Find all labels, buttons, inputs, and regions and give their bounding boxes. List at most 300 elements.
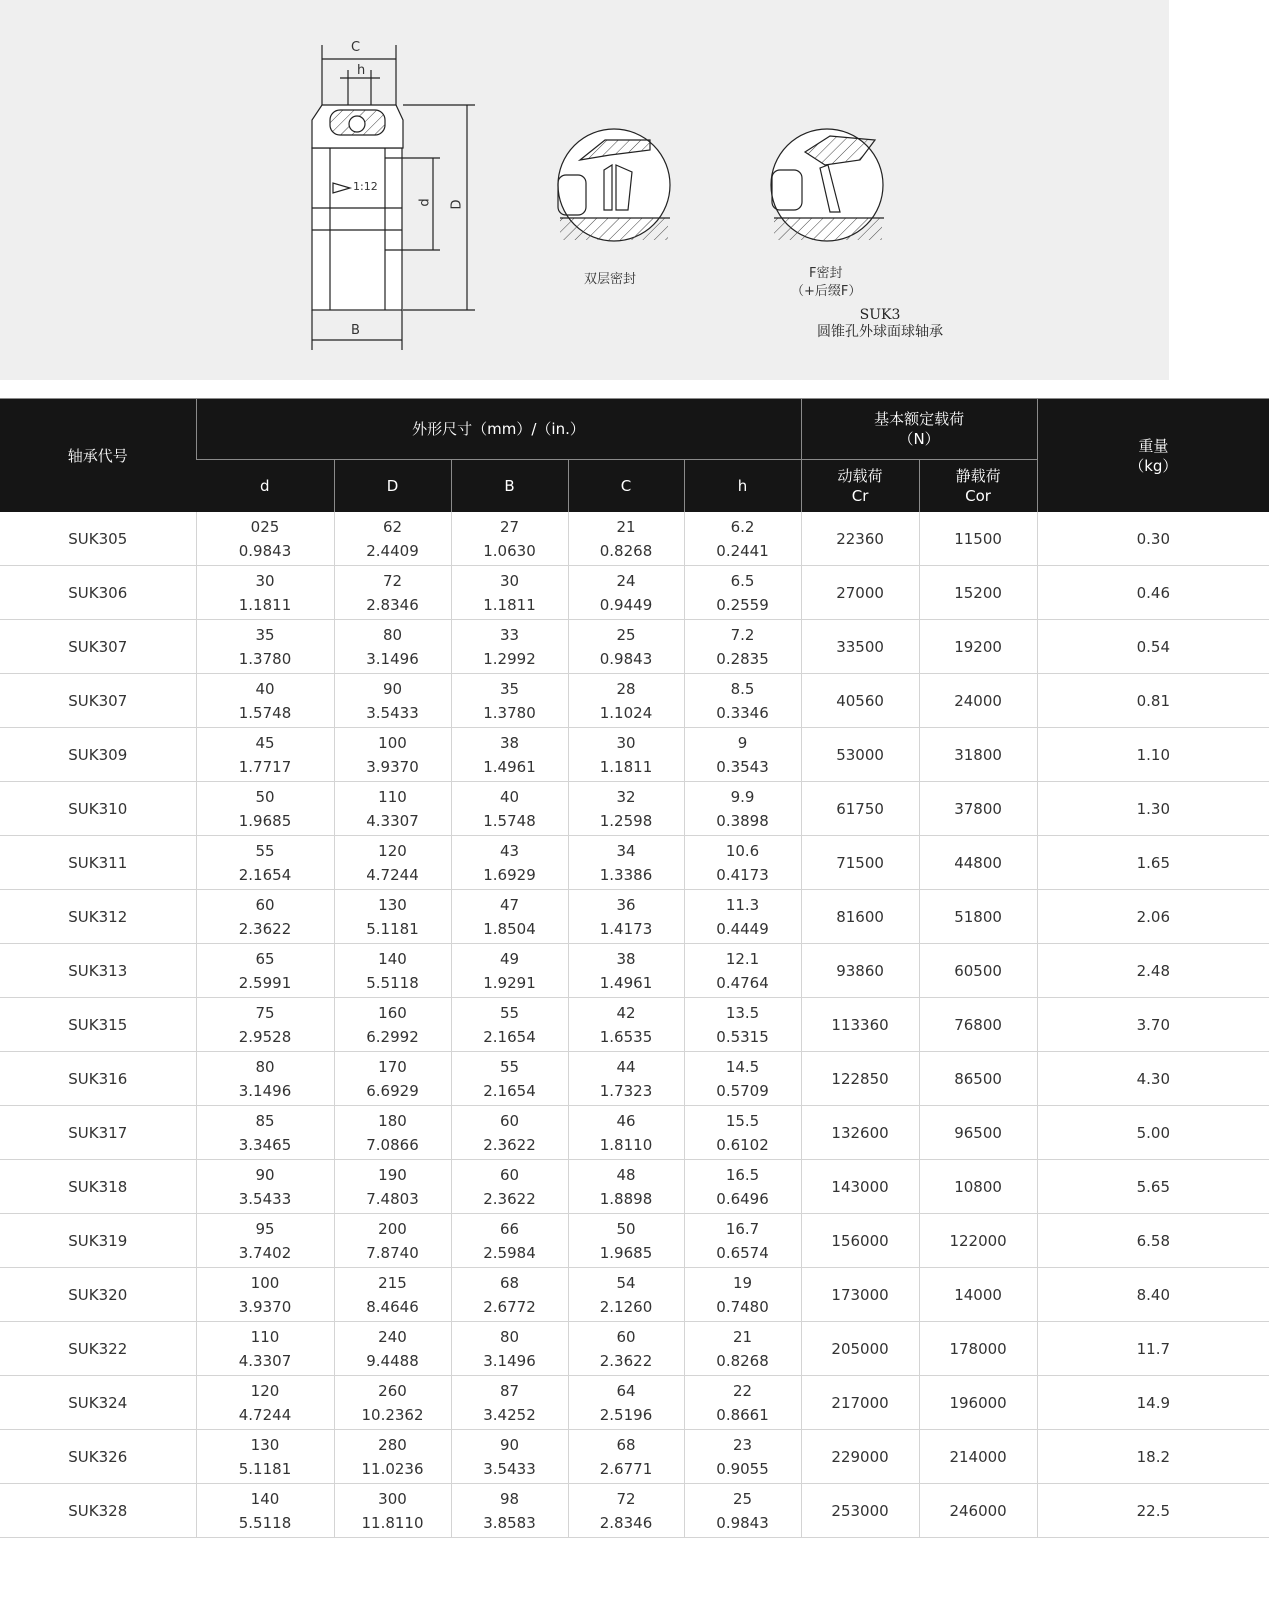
dynamic-load-cell: 132600 [801,1106,919,1160]
value-in: 1.3780 [483,703,536,722]
value-mm: 100 [378,733,407,752]
value-mm: 7.2 [730,625,755,644]
dynamic-load-cell: 53000 [801,728,919,782]
dim-big-d-cell [334,1376,451,1430]
seal-detail-double [558,129,670,241]
dynamic-load-cell: 253000 [801,1484,919,1538]
static-load-cell: 51800 [919,890,1037,944]
dynamic-load-cell: 122850 [801,1052,919,1106]
dynamic-load-cell: 143000 [801,1160,919,1214]
dim-big-c-cell [568,674,684,728]
header-dimensions: 外形尺寸（mm）/（in.） [196,399,801,460]
dim-h-cell [684,512,801,566]
value-in: 1.3780 [238,649,292,668]
spec-table [0,398,1269,1538]
dim-d-cell [196,998,334,1052]
dim-big-b-cell [451,1106,568,1160]
bearing-code-cell: SUK305 [0,512,196,566]
series-code: SUK3 [859,307,901,323]
value-in: 1.1811 [483,595,536,614]
value-mm: 240 [378,1327,407,1346]
value-in: 0.8661 [716,1405,769,1424]
value-in: 0.2835 [716,649,769,668]
bearing-code-cell: SUK315 [0,998,196,1052]
value-mm: 260 [378,1381,407,1400]
dynamic-load-cell: 61750 [801,782,919,836]
table-row [0,1106,1269,1160]
value-in: 1.4173 [599,919,653,938]
table-row [0,782,1269,836]
dim-big-b-cell [451,674,568,728]
dynamic-load-cell: 27000 [801,566,919,620]
dynamic-load-cell: 205000 [801,1322,919,1376]
dynamic-load-cell: 156000 [801,1214,919,1268]
value-in: 2.3622 [483,1189,536,1208]
weight-cell: 22.5 [1037,1484,1269,1538]
value-mm: 19 [732,1273,753,1292]
dim-big-d-cell [334,1214,451,1268]
value-mm: 16.5 [725,1165,760,1184]
value-in: 2.5984 [483,1243,536,1262]
dim-big-d-cell [334,998,451,1052]
dim-big-c-cell [568,836,684,890]
value-in: 0.6102 [716,1135,769,1154]
value-in: 3.5433 [238,1189,292,1208]
dim-big-d-cell [334,1322,451,1376]
header-weight-unit: （kg） [1129,456,1178,475]
dim-big-b-cell [451,1052,568,1106]
value-in: 0.7480 [716,1297,769,1316]
value-in: 0.9843 [238,541,292,560]
seal-a-label: 双层密封 [584,272,637,287]
dim-big-c-cell [568,1322,684,1376]
bearing-code-cell: SUK310 [0,782,196,836]
value-in: 0.8268 [716,1351,769,1370]
dynamic-load-cell: 81600 [801,890,919,944]
value-mm: 27 [499,517,520,536]
weight-cell: 4.30 [1037,1052,1269,1106]
table-row [0,1484,1269,1538]
table-row [0,1214,1269,1268]
value-mm: 15.5 [725,1111,760,1130]
static-load-cell: 60500 [919,944,1037,998]
dim-d-cell [196,1376,334,1430]
value-mm: 55 [255,841,275,860]
header-load-unit: （N） [898,430,940,448]
value-mm: 54 [616,1273,636,1292]
value-mm: 35 [255,625,275,644]
dim-big-c-cell [568,1052,684,1106]
value-in: 0.5709 [716,1081,769,1100]
value-mm: 21 [616,517,636,536]
bearing-code-cell: SUK307 [0,674,196,728]
bearing-code-cell: SUK307 [0,620,196,674]
value-mm: 9 [737,733,748,752]
dim-h-cell [684,1268,801,1322]
value-in: 4.3307 [366,811,419,830]
value-in: 2.9528 [238,1027,292,1046]
value-mm: 24 [616,571,636,590]
dim-d-cell [196,1106,334,1160]
dim-big-c-cell [568,890,684,944]
value-in: 7.0866 [366,1135,419,1154]
value-in: 3.5433 [366,703,419,722]
dim-d-cell [196,674,334,728]
dim-d-cell [196,512,334,566]
table-row [0,674,1269,728]
dim-big-d-cell [334,512,451,566]
value-in: 0.4449 [716,919,769,938]
dim-h-cell [684,944,801,998]
value-mm: 9.9 [730,787,755,806]
table-row [0,1160,1269,1214]
value-mm: 120 [378,841,407,860]
value-mm: 72 [616,1489,636,1508]
header-cr-label: 动载荷 [837,467,883,485]
value-mm: 200 [378,1219,407,1238]
value-in: 2.5196 [599,1405,653,1424]
dim-big-b-cell [451,836,568,890]
value-mm: 30 [499,571,520,590]
value-in: 3.3465 [238,1135,292,1154]
value-in: 0.3543 [716,757,769,776]
value-mm: 38 [499,733,520,752]
dim-big-c-cell [568,1376,684,1430]
value-in: 2.5991 [238,973,292,992]
value-mm: 170 [378,1057,407,1076]
table-row [0,728,1269,782]
static-load-cell: 14000 [919,1268,1037,1322]
value-in: 2.3622 [599,1351,653,1370]
value-mm: 23 [732,1435,753,1454]
value-in: 3.9370 [238,1297,292,1316]
value-mm: 190 [378,1165,407,1184]
bearing-code-cell: SUK316 [0,1052,196,1106]
dim-h-cell [684,566,801,620]
value-mm: 140 [250,1489,280,1508]
dynamic-load-cell: 113360 [801,998,919,1052]
dim-big-d-cell [334,782,451,836]
value-in: 2.6772 [483,1297,536,1316]
value-mm: 32 [616,787,636,806]
dim-h-cell [684,1322,801,1376]
header-load [801,399,1037,460]
value-in: 8.4646 [366,1297,419,1316]
value-mm: 60 [255,895,275,914]
dim-big-d-cell [334,1430,451,1484]
value-mm: 64 [616,1381,636,1400]
dim-h-cell [684,674,801,728]
dynamic-load-cell: 40560 [801,674,919,728]
static-load-cell: 24000 [919,674,1037,728]
dim-big-d-cell [334,620,451,674]
value-mm: 10.6 [725,841,760,860]
dim-h-cell [684,1214,801,1268]
taper-label: 1:12 [353,180,378,193]
header-b: B [451,460,568,513]
dim-d-cell [196,890,334,944]
dim-big-b-cell [451,1268,568,1322]
value-mm: 98 [499,1489,520,1508]
dim-big-d-cell [334,1052,451,1106]
dim-big-c-cell [568,1268,684,1322]
value-mm: 80 [382,625,403,644]
header-weight [1037,399,1269,513]
header-cr-symbol: Cr [851,487,869,505]
seal-f-suffix-label: （+后缀F） [791,284,862,299]
dim-d-cell [196,728,334,782]
table-row [0,944,1269,998]
bearing-code-cell: SUK306 [0,566,196,620]
dim-h-cell [684,1376,801,1430]
value-mm: 110 [378,787,407,806]
dim-h-cell [684,836,801,890]
value-mm: 50 [255,787,275,806]
value-in: 1.4961 [599,973,653,992]
value-mm: 110 [250,1327,280,1346]
static-load-cell: 44800 [919,836,1037,890]
dim-h-cell [684,782,801,836]
value-in: 1.1811 [599,757,653,776]
weight-cell: 18.2 [1037,1430,1269,1484]
value-in: 2.6771 [599,1459,653,1478]
static-load-cell: 37800 [919,782,1037,836]
value-in: 1.1024 [599,703,653,722]
seal-f-label: F密封 [809,266,843,281]
value-in: 3.1496 [366,649,419,668]
weight-cell: 1.30 [1037,782,1269,836]
value-mm: 25 [732,1489,753,1508]
dim-d-cell [196,1160,334,1214]
value-in: 2.1654 [483,1081,536,1100]
header-d: d [196,460,334,513]
header-h: h [684,460,801,513]
dim-big-c-cell [568,1214,684,1268]
dim-h-cell [684,1106,801,1160]
value-in: 5.1181 [238,1459,292,1478]
value-in: 0.6574 [716,1243,769,1262]
dim-big-b-cell [451,512,568,566]
static-load-cell: 11500 [919,512,1037,566]
value-in: 1.0630 [483,541,536,560]
table-row [0,1268,1269,1322]
table-row [0,836,1269,890]
value-mm: 25 [616,625,636,644]
value-in: 1.5748 [483,811,536,830]
dim-d-cell [196,944,334,998]
value-in: 11.8110 [361,1513,424,1532]
seal-detail-f [771,129,884,241]
value-in: 3.8583 [483,1513,536,1532]
static-load-cell: 86500 [919,1052,1037,1106]
dim-big-b-cell [451,998,568,1052]
value-in: 1.9685 [599,1243,653,1262]
dim-d-cell [196,566,334,620]
value-mm: 60 [499,1111,520,1130]
value-mm: 68 [499,1273,520,1292]
weight-cell: 3.70 [1037,998,1269,1052]
dim-big-b-cell [451,1160,568,1214]
value-in: 11.0236 [361,1459,424,1478]
value-in: 3.4252 [483,1405,536,1424]
value-mm: 80 [255,1057,275,1076]
value-in: 7.4803 [366,1189,419,1208]
dim-d-cell [196,1214,334,1268]
value-in: 0.9843 [599,649,653,668]
dim-h-cell [684,1160,801,1214]
value-in: 4.7244 [238,1405,292,1424]
value-in: 2.1654 [483,1027,536,1046]
dim-d-cell [196,1322,334,1376]
value-in: 0.4764 [716,973,769,992]
value-in: 2.3622 [238,919,292,938]
dim-big-d-cell [334,566,451,620]
table-row [0,512,1269,566]
value-in: 1.4961 [483,757,536,776]
value-mm: 180 [378,1111,407,1130]
dim-big-b-cell [451,566,568,620]
header-cor [919,460,1037,513]
value-in: 3.1496 [483,1351,536,1370]
weight-cell: 5.00 [1037,1106,1269,1160]
value-in: 4.3307 [238,1351,292,1370]
value-mm: 42 [616,1003,636,1022]
value-in: 0.9055 [716,1459,769,1478]
value-mm: 75 [255,1003,275,1022]
dim-label-c: C [351,40,361,55]
dim-big-b-cell [451,1214,568,1268]
value-mm: 85 [255,1111,275,1130]
dynamic-load-cell: 22360 [801,512,919,566]
value-mm: 40 [499,787,520,806]
value-mm: 130 [378,895,407,914]
value-in: 3.9370 [366,757,419,776]
value-mm: 80 [499,1327,520,1346]
static-load-cell: 15200 [919,566,1037,620]
value-mm: 12.1 [725,949,760,968]
dim-h-cell [684,620,801,674]
dim-d-cell [196,782,334,836]
value-mm: 120 [250,1381,280,1400]
value-mm: 28 [616,679,636,698]
dim-big-d-cell [334,1484,451,1538]
weight-cell: 6.58 [1037,1214,1269,1268]
dim-h-cell [684,890,801,944]
series-name: 圆锥孔外球面球轴承 [817,324,943,340]
value-in: 5.5118 [366,973,419,992]
bearing-code-cell: SUK326 [0,1430,196,1484]
value-in: 1.2598 [599,811,653,830]
dim-big-b-cell [451,944,568,998]
value-mm: 11.3 [725,895,760,914]
dim-h-cell [684,1430,801,1484]
value-in: 0.3898 [716,811,769,830]
value-in: 1.1811 [238,595,292,614]
value-in: 9.4488 [366,1351,419,1370]
dynamic-load-cell: 217000 [801,1376,919,1430]
value-in: 0.3346 [716,703,769,722]
table-row [0,566,1269,620]
value-mm: 47 [499,895,520,914]
bearing-code-cell: SUK320 [0,1268,196,1322]
value-mm: 13.5 [725,1003,760,1022]
dim-h-cell [684,998,801,1052]
value-mm: 62 [382,517,403,536]
dim-label-d: d [417,198,433,207]
header-cor-label: 静载荷 [955,467,1001,485]
table-row [0,890,1269,944]
bearing-code-cell: SUK312 [0,890,196,944]
value-mm: 8.5 [730,679,755,698]
value-mm: 48 [616,1165,636,1184]
value-in: 3.1496 [238,1081,292,1100]
dynamic-load-cell: 229000 [801,1430,919,1484]
dim-h-cell [684,1052,801,1106]
value-in: 0.4173 [716,865,769,884]
bearing-code-cell: SUK309 [0,728,196,782]
bearing-code-cell: SUK317 [0,1106,196,1160]
value-mm: 35 [499,679,520,698]
dim-d-cell [196,1052,334,1106]
value-mm: 6.2 [730,517,755,536]
value-in: 4.7244 [366,865,419,884]
value-in: 5.1181 [366,919,419,938]
value-mm: 87 [499,1381,520,1400]
value-in: 0.2441 [716,541,769,560]
dim-label-b: B [351,323,360,338]
dim-big-c-cell [568,512,684,566]
value-in: 7.8740 [366,1243,419,1262]
spec-table-body [0,512,1269,1538]
dim-big-c-cell [568,566,684,620]
value-in: 1.3386 [599,865,653,884]
value-mm: 44 [616,1057,636,1076]
value-mm: 68 [616,1435,636,1454]
bearing-cross-section [312,45,475,350]
header-c: C [568,460,684,513]
bearing-code-cell: SUK319 [0,1214,196,1268]
dynamic-load-cell: 173000 [801,1268,919,1322]
dim-big-b-cell [451,1376,568,1430]
header-cr [801,460,919,513]
weight-cell: 0.46 [1037,566,1269,620]
dim-d-cell [196,1484,334,1538]
dim-big-b-cell [451,1322,568,1376]
dim-big-c-cell [568,620,684,674]
value-in: 6.6929 [366,1081,419,1100]
static-load-cell: 76800 [919,998,1037,1052]
weight-cell: 8.40 [1037,1268,1269,1322]
dim-d-cell [196,1268,334,1322]
dim-big-c-cell [568,782,684,836]
series-label [800,307,960,341]
value-mm: 36 [616,895,636,914]
value-mm: 95 [255,1219,275,1238]
dim-big-d-cell [334,836,451,890]
value-in: 1.7717 [238,757,292,776]
value-in: 1.8110 [599,1135,653,1154]
value-in: 0.9843 [716,1513,769,1532]
value-mm: 16.7 [725,1219,760,1238]
value-in: 2.8346 [599,1513,653,1532]
dynamic-load-cell: 93860 [801,944,919,998]
value-in: 0.6496 [716,1189,769,1208]
value-mm: 33 [499,625,520,644]
value-in: 3.5433 [483,1459,536,1478]
value-in: 0.2559 [716,595,769,614]
weight-cell: 14.9 [1037,1376,1269,1430]
value-mm: 025 [250,517,280,536]
